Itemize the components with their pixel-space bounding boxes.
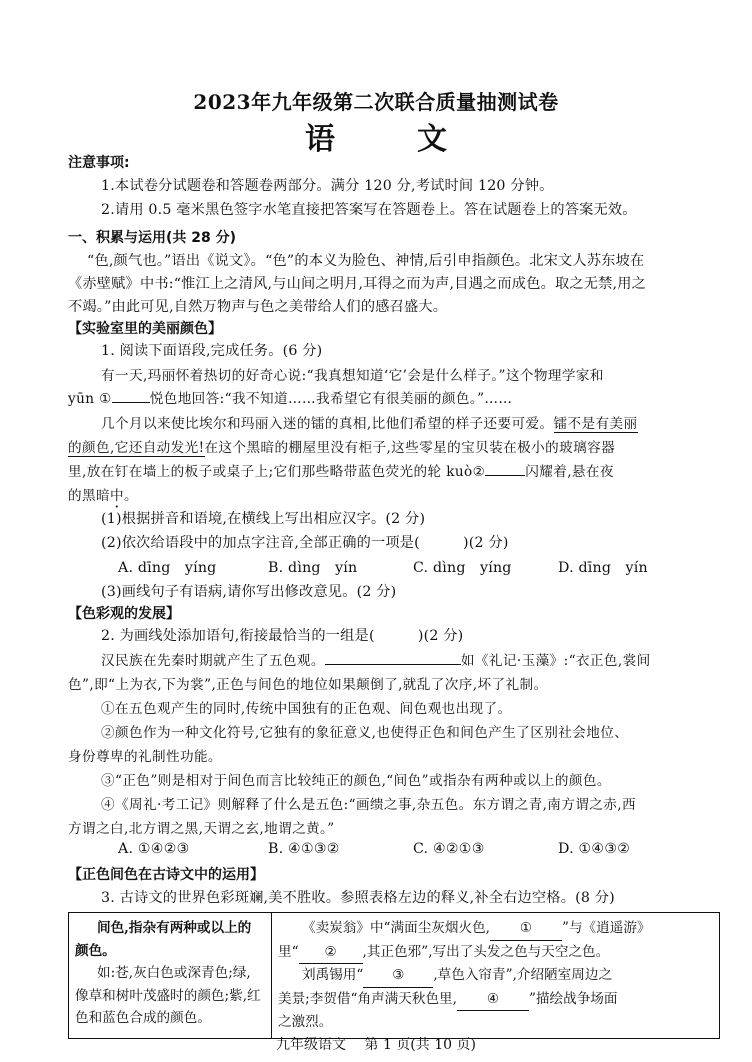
passage-line-6: 的黑暗中。 <box>68 488 138 504</box>
q1-option-d[interactable]: D. dīng yín <box>558 560 648 576</box>
q1-sub-1: (1)根据拼音和语境,在横线上写出相应汉字。(2 分) <box>101 511 426 527</box>
q2-line-2: 色”,即“上为衣,下为裳”,正色与间色的地位如果颠倒了,就乱了次序,坏了礼制。 <box>68 677 548 693</box>
subject-char-2: 文 <box>417 122 447 157</box>
dotted-char: 中 <box>109 488 124 504</box>
intro-line-2: 《赤壁赋》中书:“惟江上之清风,与山间之明月,耳得之而为声,目遇之而成色。取之无禁,用之 <box>68 276 646 292</box>
q1-sub-3: (3)画线句子有语病,请你写出修改意见。(2 分) <box>101 584 397 600</box>
passage-line-2 <box>68 387 512 407</box>
notice-heading: 注意事项: <box>68 155 130 171</box>
part1-heading: 一、积累与运用(共 28 分) <box>68 230 237 246</box>
q2-option-a[interactable]: A. ①④②③ <box>118 841 190 857</box>
q3-left-cell: 间色,指杂有两种或以上的 颜色。 如:苍,灰白色或深青色;绿, 像草和树叶茂盛时的颜色;紫,红 色和蓝色合成的颜色。 <box>69 913 272 1039</box>
q1-option-b[interactable]: B. dìng yín <box>268 560 358 576</box>
passage-line-3: 几个月以来使比埃尔和玛丽入迷的镭的真相,比他们希望的样子还要可爱。镭不是有美丽 <box>101 416 638 432</box>
q1-sub-2: (2)依次给语段中的加点字注音,全部正确的一项是( )(2 分) <box>101 535 509 551</box>
notice-item-2: 2.请用 0.5 毫米黑色签字水笔直接把答案写在答题卷上。答在试题卷上的答案无效。 <box>101 202 637 218</box>
q2-sentence-2-line-2: 身份尊卑的礼制性功能。 <box>68 749 222 765</box>
passage-line-5: 里,放在钉在墙上的板子或桌子上;它们那些略带蓝色荧光的轮 kuò② 闪耀着,悬在夜 <box>68 460 614 480</box>
q2-sentence-1: ①在五色观产生的同时,传统中国独有的正色观、间色观也出现了。 <box>101 701 512 717</box>
q1-option-a[interactable]: A. dīng yíng <box>118 560 217 576</box>
section-color-heading: 【色彩观的发展】 <box>68 606 180 622</box>
q2-sentence-2-line-1: ②颜色作为一种文化符号,它独有的象征意义,也使得正色和间色产生了区别社会地位、 <box>101 725 629 741</box>
q3-right-cell: 《卖炭翁》中“满面尘灰烟火色, ① ”与《逍遥游》 里“ ② ,其正色邪”,写出了头发之色与天空之色。 刘禹锡用“ ③ ,草色入帘青”,介绍陋室周边之 美景;李贺借“角声满天秋色里, ④ ”描绘战争场面 之激烈。 <box>272 913 720 1039</box>
q3-table <box>68 912 720 1039</box>
notice-item-1: 1.本试卷分试题卷和答题卷两部分。满分 120 分,考试时间 120 分钟。 <box>101 178 554 194</box>
q2-sentence-4-line-2: 方谓之白,北方谓之黑,天谓之玄,地谓之黄。” <box>68 821 335 837</box>
q2-option-b[interactable]: B. ④①③② <box>268 841 340 857</box>
q3-stem: 3. 古诗文的世界色彩斑斓,美不胜收。参照表格左边的释义,补全右边空格。(8 分) <box>101 890 615 906</box>
q2-stem: 2. 为画线处添加语句,衔接最恰当的一组是( )(2 分) <box>101 628 464 644</box>
pinyin-yun: yūn ① <box>68 391 112 407</box>
q2-sentence-3: ③“正色”则是相对于间色而言比较纯正的颜色,“间色”或指杂有两种或以上的颜色。 <box>101 773 611 789</box>
page-footer: 九年级语文 第 1 页(共 10 页) <box>276 1037 476 1053</box>
section-poem-heading: 【正色间色在古诗文中的运用】 <box>68 867 264 883</box>
passage-line-2-rest: 悦色地回答:“我不知道……我希望它有很美丽的颜色。”…… <box>149 391 513 407</box>
q2-option-d[interactable]: D. ①④③② <box>558 841 631 857</box>
exam-title: 2023年九年级第二次联合质量抽测试卷 <box>193 90 559 114</box>
q3-blank-4[interactable]: ④ <box>457 988 529 1012</box>
subject-char-1: 语 <box>305 122 335 157</box>
blank-1[interactable] <box>112 388 150 403</box>
q2-option-c[interactable]: C. ④②①③ <box>413 841 485 857</box>
faulty-sentence-part-1: 镭不是有美丽 <box>553 416 638 432</box>
passage-line-1: 有一天,玛丽怀着热切的好奇心说:“我真想知道‘它’会是什么样子。”这个物理学家和 <box>101 368 604 384</box>
q1-option-c[interactable]: C. dìng yíng <box>413 560 512 576</box>
q1-stem: 1. 阅读下面语段,完成任务。(6 分) <box>101 343 323 359</box>
blank-2[interactable] <box>485 461 525 476</box>
faulty-sentence-part-2: ,它还自动发光! <box>109 440 205 456</box>
section-lab-heading: 【实验室里的美丽颜色】 <box>68 321 222 337</box>
q2-line-1: 汉民族在先秦时期就产生了五色观。 如《礼记·玉藻》:“衣正色,裳间 <box>101 649 651 669</box>
passage-line-4: 的颜色,它还自动发光!在这个黑暗的棚屋里没有柜子,这些零星的宝贝装在极小的玻璃容器 <box>68 440 616 456</box>
intro-line-3: 不竭。”由此可见,自然万物声与色之美带给人们的感召盛大。 <box>68 299 448 315</box>
q3-blank-2[interactable]: ② <box>299 941 363 965</box>
intro-line-1: “色,颜气也。”语出《说文》。“色”的本义为脸色、神情,后引申指颜色。北宋文人苏东坡在 <box>87 253 645 269</box>
q2-blank[interactable] <box>325 650 461 665</box>
q3-blank-3[interactable]: ③ <box>363 964 433 988</box>
q2-sentence-4-line-1: ④《周礼·考工记》则解释了什么是五色:“画缋之事,杂五色。东方谓之青,南方谓之赤,西 <box>101 797 636 813</box>
q3-blank-1[interactable]: ① <box>490 917 562 941</box>
